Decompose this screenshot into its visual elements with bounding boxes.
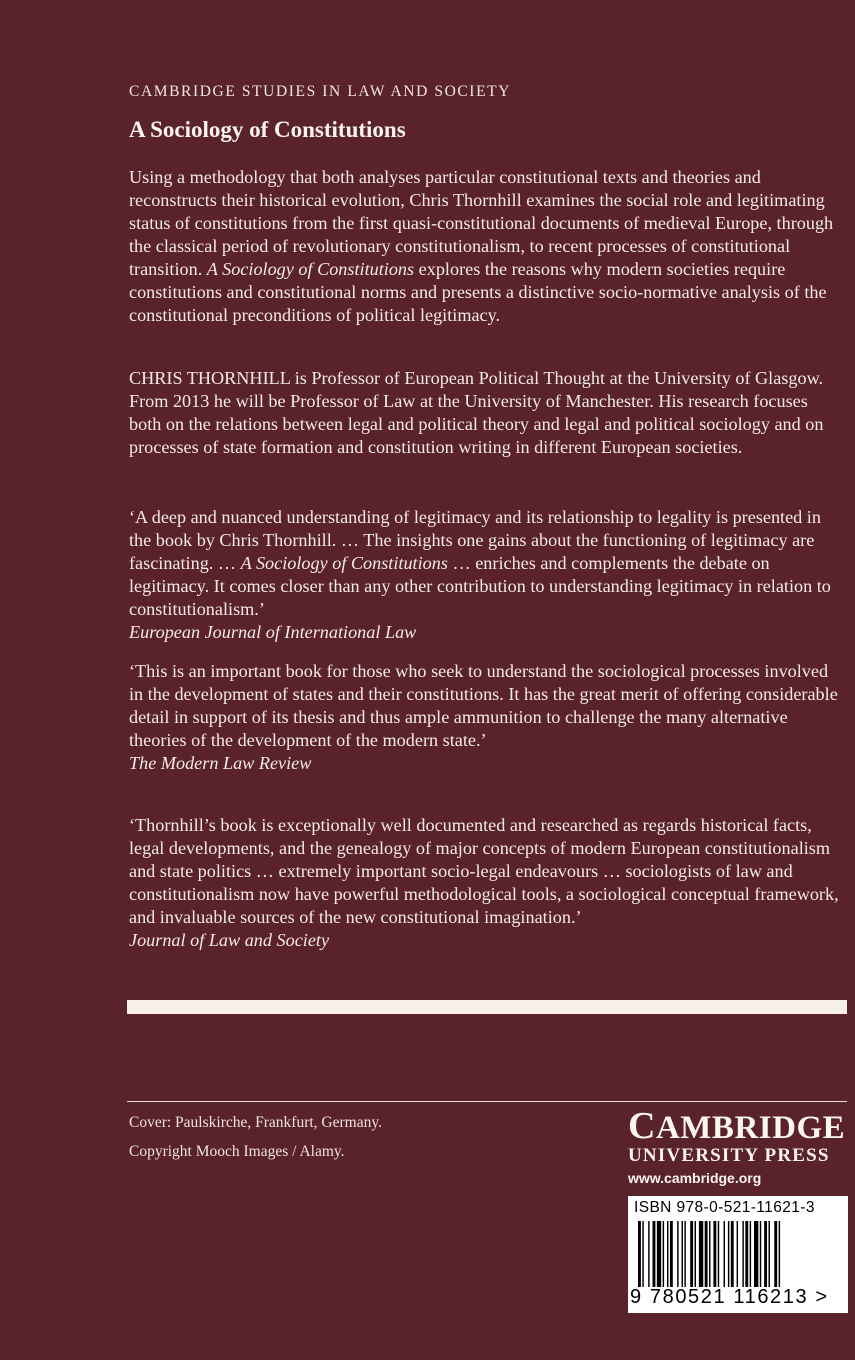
barcode-bar [638, 1221, 641, 1287]
review-1 [129, 506, 844, 644]
divider-bar [127, 1000, 847, 1014]
barcode-bar [682, 1221, 683, 1287]
review-2-text: ‘This is an important book for those who seek to understand the sociological processes involved in the development of states and their constitutions. It has the great merit of offering considerable detail in support of its thesis and thus ample ammunition to challenge the many alternative theories of the development of the modern state.’ [129, 661, 838, 750]
isbn-label: ISBN 978-0-521-11621-3 [634, 1199, 815, 1216]
barcode-panel [628, 1196, 848, 1313]
barcode-bar [774, 1221, 777, 1287]
barcode-digits: 9 780521 116213 > [630, 1286, 829, 1308]
publisher-name [628, 1105, 848, 1147]
author-bio-text: CHRIS THORNHILL is Professor of European Political Thought at the University of Glasgow. From 2013 he will be Professor of Law at the University of Manchester. His research focuses both on the relations between legal and political theory and legal and political sociology and on processes of state formation and constitution writing in different European societies. [129, 368, 824, 457]
barcode-bar [690, 1221, 693, 1287]
barcode-bar [728, 1221, 729, 1287]
publisher-logo [628, 1105, 848, 1186]
barcode-bar [705, 1221, 708, 1287]
publisher-press: UNIVERSITY PRESS [628, 1145, 830, 1166]
barcode-bar [742, 1221, 743, 1287]
review-1-source: European Journal of International Law [129, 622, 417, 642]
barcode-bar [695, 1221, 696, 1287]
review-2-source: The Modern Law Review [129, 753, 312, 773]
barcode-bar [653, 1221, 656, 1287]
review-2 [129, 660, 844, 775]
book-title: A Sociology of Constitutions [129, 117, 406, 142]
cover-credit: Cover: Paulskirche, Frankfurt, Germany. [129, 1114, 382, 1131]
copyright-credit: Copyright Mooch Images / Alamy. [129, 1143, 345, 1160]
barcode-bar [718, 1221, 719, 1287]
description-text-b: explores the reasons why modern societies require constitutions and constitutional norms and presents a distinctive socio-normative analysis of the constitutional preconditions of political legitimacy. [129, 259, 827, 325]
barcode-bar [699, 1221, 703, 1287]
barcode-bar [713, 1221, 716, 1287]
publisher-name-initial: C [628, 1105, 656, 1147]
barcode-bar [724, 1221, 725, 1287]
description-title-italic: A Sociology of Constitutions [206, 259, 415, 279]
barcode-icon [638, 1221, 838, 1287]
review-3-source: Journal of Law and Society [129, 930, 330, 950]
review-3 [129, 814, 844, 952]
barcode-bar [737, 1221, 738, 1287]
barcode-bar [731, 1221, 734, 1287]
barcode-bar [670, 1221, 673, 1287]
barcode-bar [667, 1221, 668, 1287]
review-3-text: ‘Thornhill’s book is exceptionally well documented and researched as regards historical facts, legal developments, and the genealogy of major concepts of modern European constitutionalism and state politics … extremely important socio-legal endeavours … sociologists of law and constitutionalism now have powerful methodological tools, a sociological conceptual framework, and invaluable sources of the new constitutional imagination.’ [129, 815, 839, 927]
series-name: CAMBRIDGE STUDIES IN LAW AND SOCIETY [129, 83, 512, 100]
barcode-bar [769, 1221, 770, 1287]
author-bio [129, 367, 844, 459]
barcode-bar [663, 1221, 664, 1287]
barcode-bar [764, 1221, 767, 1287]
publisher-name-rest: AMBRIDGE [655, 1110, 846, 1146]
publisher-url: www.cambridge.org [628, 1170, 762, 1186]
barcode-bar [750, 1221, 751, 1287]
barcode-bar [657, 1221, 661, 1287]
barcode-bar [684, 1221, 685, 1287]
barcode-bar [760, 1221, 761, 1287]
barcode-bar [677, 1221, 678, 1287]
barcode-bar [745, 1221, 748, 1287]
description [129, 166, 844, 327]
barcode-bar [709, 1221, 710, 1287]
description-text-a: Using a methodology that both analyses particular constitutional texts and theories and reconstructs their historical evolution, Chris Thornhill examines the social role and legitimating status of constitutions from the first quasi-constitutional documents of medieval Europe, through the classical period of revolutionary constitutionalism, to recent processes of constitutional transition. [129, 167, 834, 279]
divider-line [127, 1101, 847, 1102]
barcode-bar [648, 1221, 649, 1287]
barcode-bar [779, 1221, 780, 1287]
review-1-text-b: … enriches and complements the debate on legitimacy. It comes closer than any other contribution to understanding legitimacy in relation to constitutionalism.’ [129, 553, 831, 619]
barcode-bar [642, 1221, 643, 1287]
review-1-title-italic: A Sociology of Constitutions [240, 553, 448, 573]
review-1-text-a: ‘A deep and nuanced understanding of legitimacy and its relationship to legality is presented in the book by Chris Thornhill. … The insights one gains about the functioning of legitimacy are fascinating. … [129, 507, 821, 573]
barcode-bar [754, 1221, 758, 1287]
